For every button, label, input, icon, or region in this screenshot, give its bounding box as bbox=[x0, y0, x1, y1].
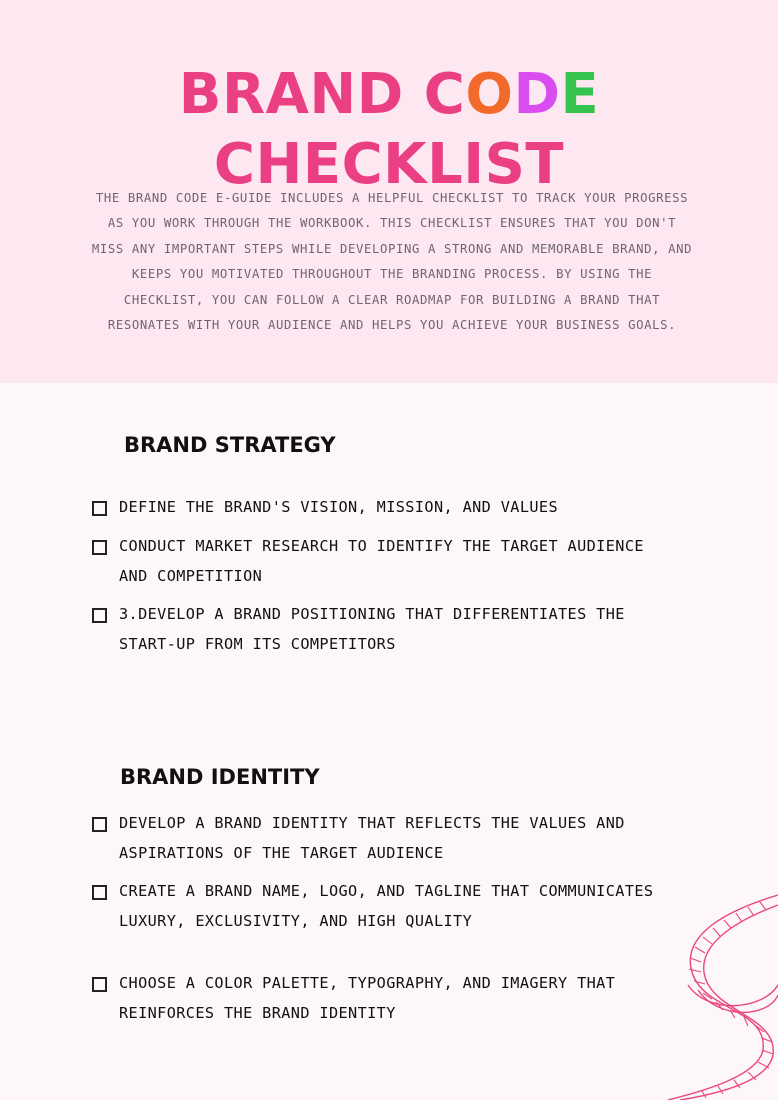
title-part-1: BRAND C bbox=[178, 62, 466, 127]
checkbox[interactable] bbox=[92, 885, 107, 900]
section-heading-brand-strategy: BRAND STRATEGY bbox=[124, 433, 336, 457]
checklist-item-label: CONDUCT MARKET RESEARCH TO IDENTIFY THE TARGET AUDIENCE AND COMPETITION bbox=[119, 537, 644, 585]
checkbox[interactable] bbox=[92, 977, 107, 992]
dna-helix-illustration bbox=[668, 890, 778, 1100]
checklist-item-label: CREATE A BRAND NAME, LOGO, AND TAGLINE THAT COMMUNICATES LUXURY, EXCLUSIVITY, AND HIGH QUALITY bbox=[119, 882, 654, 930]
section-heading-brand-identity: BRAND IDENTITY bbox=[120, 765, 320, 789]
checkbox[interactable] bbox=[92, 608, 107, 623]
intro-paragraph: THE BRAND CODE E-GUIDE INCLUDES A HELPFUL CHECKLIST TO TRACK YOUR PROGRESS AS YOU WORK THROUGH THE WORKBOOK. THIS CHECKLIST ENSURES THAT YOU DON'T MISS ANY IMPORTANT STEPS WHILE DEVELOPING A STRONG AND MEMORABLE BRAND, AND KEEPS YOU MOTIVATED THROUGHOUT THE BRANDING PROCESS. BY USING THE CHECKLIST, YOU CAN FOLLOW A CLEAR ROADMAP FOR BUILDING A BRAND THAT RESONATES WITH YOUR AUDIENCE AND HELPS YOU ACHIEVE YOUR BUSINESS GOALS. bbox=[91, 191, 693, 333]
checkbox[interactable] bbox=[92, 540, 107, 555]
checklist-item-label: DEFINE THE BRAND'S VISION, MISSION, AND VALUES bbox=[119, 498, 559, 516]
title-part-5: CHECKLIST bbox=[213, 132, 565, 197]
page-title bbox=[0, 60, 778, 200]
title-part-2: O bbox=[465, 62, 514, 127]
checkbox[interactable] bbox=[92, 501, 107, 516]
title-part-3: D bbox=[513, 62, 561, 127]
checklist-item-label: CHOOSE A COLOR PALETTE, TYPOGRAPHY, AND IMAGERY THAT REINFORCES THE BRAND IDENTITY bbox=[119, 974, 616, 1022]
checkbox[interactable] bbox=[92, 817, 107, 832]
checklist-item-label: DEVELOP A BRAND IDENTITY THAT REFLECTS THE VALUES AND ASPIRATIONS OF THE TARGET AUDIENCE bbox=[119, 814, 625, 862]
title-part-4: E bbox=[560, 62, 600, 127]
checklist-item-label: 3.DEVELOP A BRAND POSITIONING THAT DIFFERENTIATES THE START-UP FROM ITS COMPETITORS bbox=[119, 605, 625, 653]
